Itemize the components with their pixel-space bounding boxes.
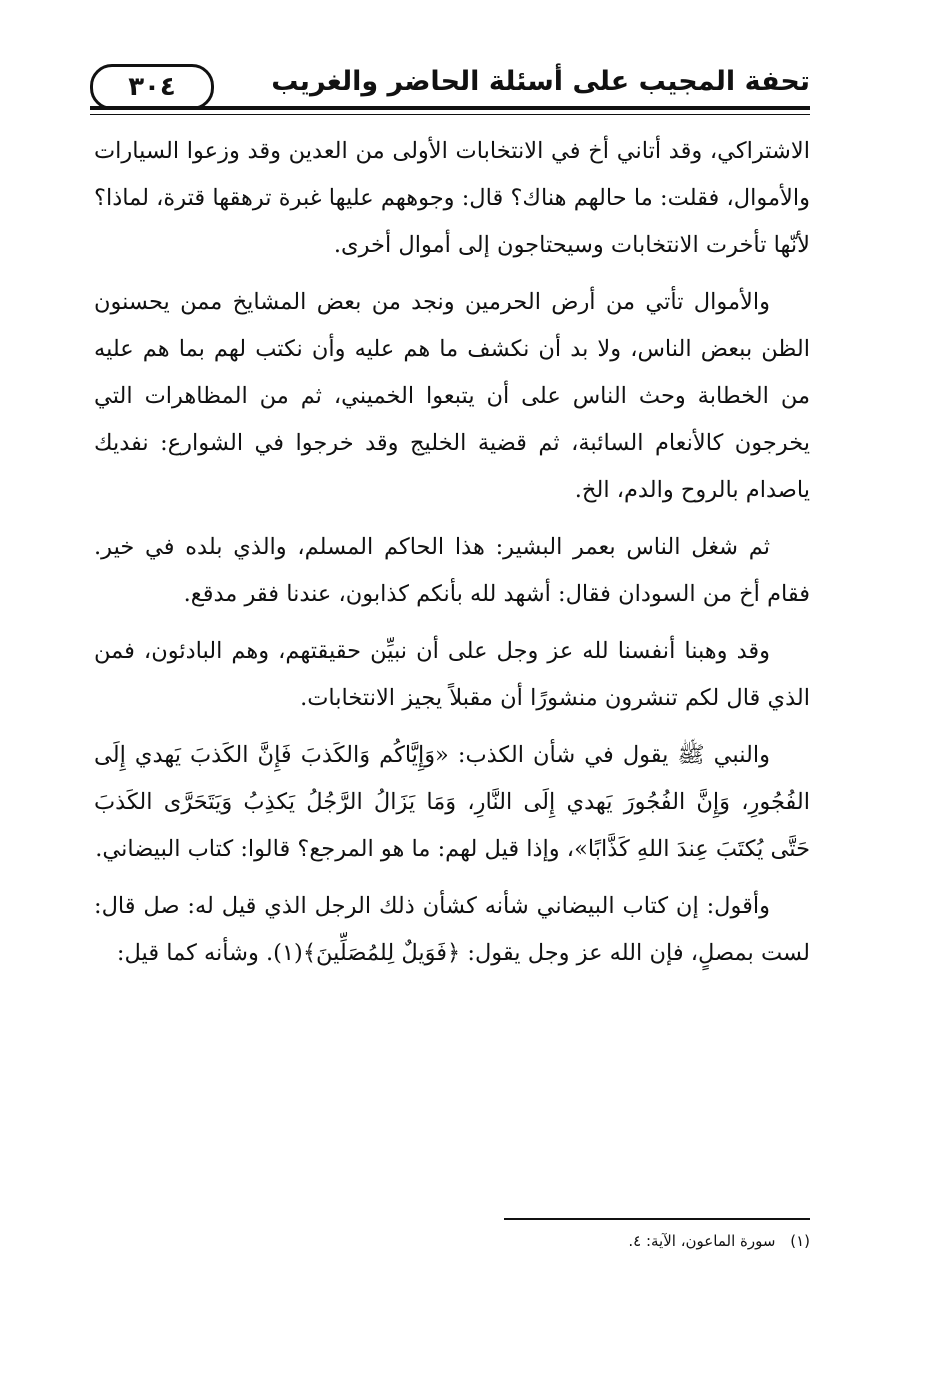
footnote-rule <box>504 1218 810 1220</box>
footnote-marker: (١) <box>790 1232 810 1250</box>
paragraph-5: والنبي ﷺ يقول في شأن الكذب: «وَإِيَّاكُم وَالكَذبَ فَإِنَّ الكَذبَ يَهدي إِلَى الفُجُورِ، وَإِنَّ الفُجُورَ يَهدي إِلَى النَّارِ، وَمَا يَزَالُ الرَّجُلُ يَكذِبُ وَيَتَحَرَّى الكَذبَ حَتَّى يُكتَبَ عِندَ اللهِ كَذَّابًا»، وإذا قيل لهم: ما هو المرجع؟ قالوا: كتاب البيضاني. <box>94 742 810 862</box>
page-header <box>90 58 810 116</box>
footnote <box>628 1232 810 1250</box>
body-text <box>94 128 810 977</box>
footnote-text: سورة الماعون، الآية: ٤. <box>628 1232 776 1250</box>
header-rule-thin <box>90 114 810 115</box>
paragraph-4: وقد وهبنا أنفسنا لله عز وجل على أن نبيِّن حقيقتهم، وهم البادئون، فمن الذي قال لكم تنشرون منشورًا أن مقبلاً يجيز الانتخابات. <box>94 638 810 711</box>
page-number: ٣٠٤ <box>90 64 214 110</box>
header-rule-thick <box>90 106 810 110</box>
paragraph-3: ثم شغل الناس بعمر البشير: هذا الحاكم المسلم، والذي بلده في خير. فقام أخ من السودان فقال: أشهد لله بأنكم كذابون، عندنا فقر مدقع. <box>94 534 810 607</box>
paragraph-2: والأموال تأتي من أرض الحرمين ونجد من بعض المشايخ ممن يحسنون الظن ببعض الناس، ولا بد أن نكشف ما هم عليه وأن نكتب لهم بما هم عليه من الخطابة وحث الناس على أن يتبعوا الخميني، ثم من المظاهرات التي يخرجون كالأنعام السائبة، ثم قضية الخليج وقد خرجوا في الشوارع: نفديك ياصدام بالروح والدم، الخ. <box>94 289 810 503</box>
paragraph-6: وأقول: إن كتاب البيضاني شأنه كشأن ذلك الرجل الذي قيل له: صل قال: لست بمصلٍ، فإن الله عز وجل يقول: ﴿فَوَيلٌ لِلمُصَلِّينَ﴾(١). وشأنه كما قيل: <box>94 893 810 966</box>
paragraph-1: الاشتراكي، وقد أتاني أخ في الانتخابات الأولى من العدين وقد وزعوا السيارات والأموال، فقلت: ما حالهم هناك؟ قال: وجوههم عليها غبرة ترهقها قترة، لماذا؟ لأنّها تأخرت الانتخابات وسيحتاجون إلى أموال أخرى. <box>94 138 810 258</box>
book-title: تحفة المجيب على أسئلة الحاضر والغريب <box>271 66 810 97</box>
